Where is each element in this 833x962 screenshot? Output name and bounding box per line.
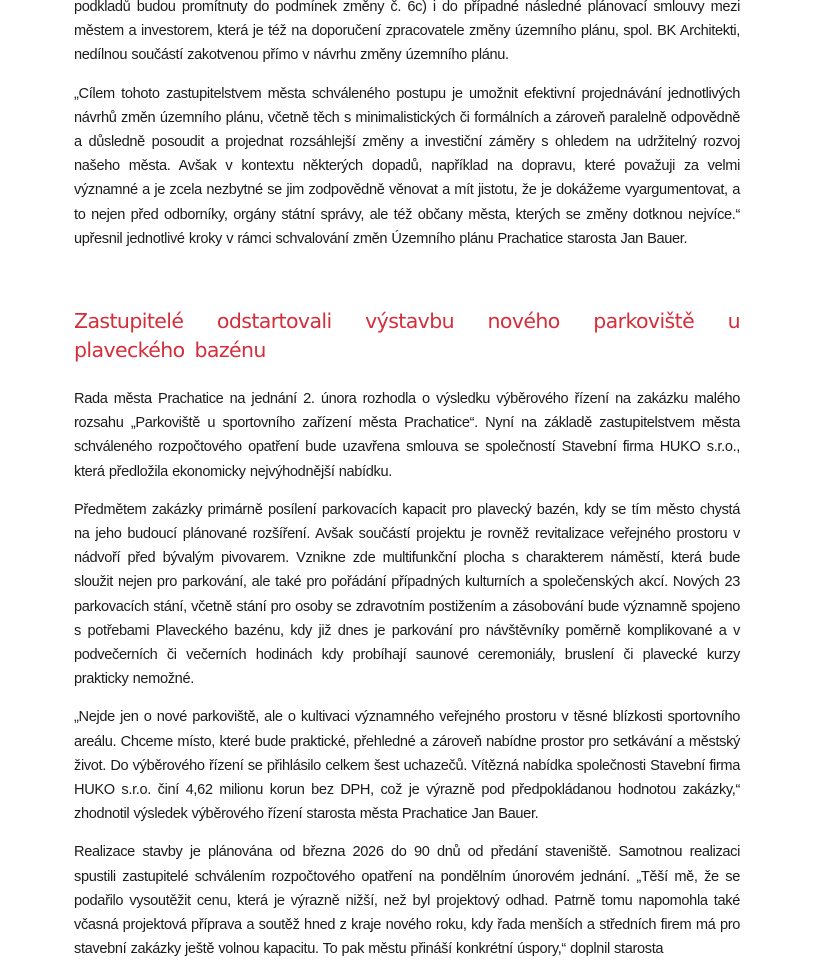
article-paragraph-1: Rada města Prachatice na jednání 2. února rozhodla o výsledku výběrového řízení na zakázku malého rozsahu „Parkoviště u sportovního zařízení města Prachatice“. Nyní na základě zastupitelstvem města schváleného rozpočtového opatření bude uzavřena smlouva se společností Stavební firma HUKO s.r.o., která předložila ekonomicky nejvýhodnější nabídku. — [74, 391, 740, 480]
paragraph-spacer — [74, 691, 740, 705]
heading-spacer — [74, 365, 740, 387]
quote-paragraph: „Cílem tohoto zastupitelstvem města schváleného postupu je umožnit efektivní projednávání jednotlivých návrhů změn územního plánu, včetně těch s minimalistických či formálních a zároveň paralelně odpovědně a důsledně posoudit a projednat rozsáhlejší změny a investiční záměry s ohledem na udržitelný rozvoj našeho města. Avšak v kontextu některých dopadů, například na dopravu, které považuji za velmi významné a je zcela nezbytné se jim zodpovědně věnovat a mít jistotu, že je dokážeme vyargumentovat, a to nejen před odborníky, orgány státní správy, ale též občany města, kterých se změny dotknou nejvíce.“ upřesnil jednotlivé kroky v rámci schvalování změn Územního plánu Prachatice starosta Jan Bauer. — [74, 85, 740, 247]
article-paragraph-2: Předmětem zakázky primárně posílení parkovacích kapacit pro plavecký bazén, kdy se tím město chystá na jeho budoucí plánované rozšíření. Avšak součástí projektu je rovněž revitalizace veřejného prostoru v nádvoří před bývalým pivovarem. Vznikne zde multifunkční plocha s charakterem náměstí, která bude sloužit nejen pro parkování, ale také pro pořádání případných kulturních a společenských akcí. Nových 23 parkovacích stání, včetně stání pro osoby se zdravotním postižením a zásobování bude významně spojeno s potřebami Plaveckého bazénu, kdy již dnes je parkování pro návštěvníky poměrně komplikované a v podvečerních či večerních hodinách kdy probíhají saunové ceremoniály, bruslení či plavecké kurzy prakticky nemožné. — [74, 501, 740, 688]
intro-paragraph: podkladů budou promítnuty do podmínek změny č. 6c) i do případné následné plánovací smlouvy mezi městem a investorem, která je též na doporučení zpracovatele změny územního plánu, spol. BK Architekti, nedílnou součástí zakotvenou přímo v návrhu změny územního plánu. — [74, 0, 740, 64]
article-paragraph-3: „Nejde jen o nové parkoviště, ale o kultivaci významného veřejného prostoru v těsné blízkosti sportovního areálu. Chceme místo, které bude praktické, přehledné a zároveň nabídne prostor pro setkávání a městský život. Do výběrového řízení se přihlásilo celkem šest uchazečů. Vítězná nabídka společnosti Stavební firma HUKO s.r.o. činí 4,62 milionu korun bez DPH, což je výrazně pod předpokládanou hodnotou zakázky,“ zhodnotil výsledek výběrového řízení starosta města Prachatice Jan Bauer. — [74, 709, 740, 823]
document-page — [74, 0, 740, 962]
section-spacer — [74, 251, 740, 307]
paragraph-spacer — [74, 68, 740, 82]
article-paragraph-4: Realizace stavby je plánována od března 2026 do 90 dnů od předání staveniště. Samotnou realizaci spustili zastupitelé schválením rozpočtového opatření na pondělním únorovém jednání. „Těší mě, že se podařilo vysoutěžit cenu, která je výrazně nižší, než byl projektový odhad. Patrně tomu napomohla také včasná projektová příprava a soutěž hned z kraje nového roku, kdy řada menších a středních firem má pro stavební zakázky ještě volnou kapacitu. To pak městu přináší konkrétní úspory,“ doplnil starosta — [74, 844, 740, 958]
paragraph-spacer — [74, 826, 740, 840]
paragraph-spacer — [74, 484, 740, 498]
article-heading: Zastupitelé odstartovali výstavbu nového parkoviště u plaveckého bazénu — [74, 309, 740, 363]
